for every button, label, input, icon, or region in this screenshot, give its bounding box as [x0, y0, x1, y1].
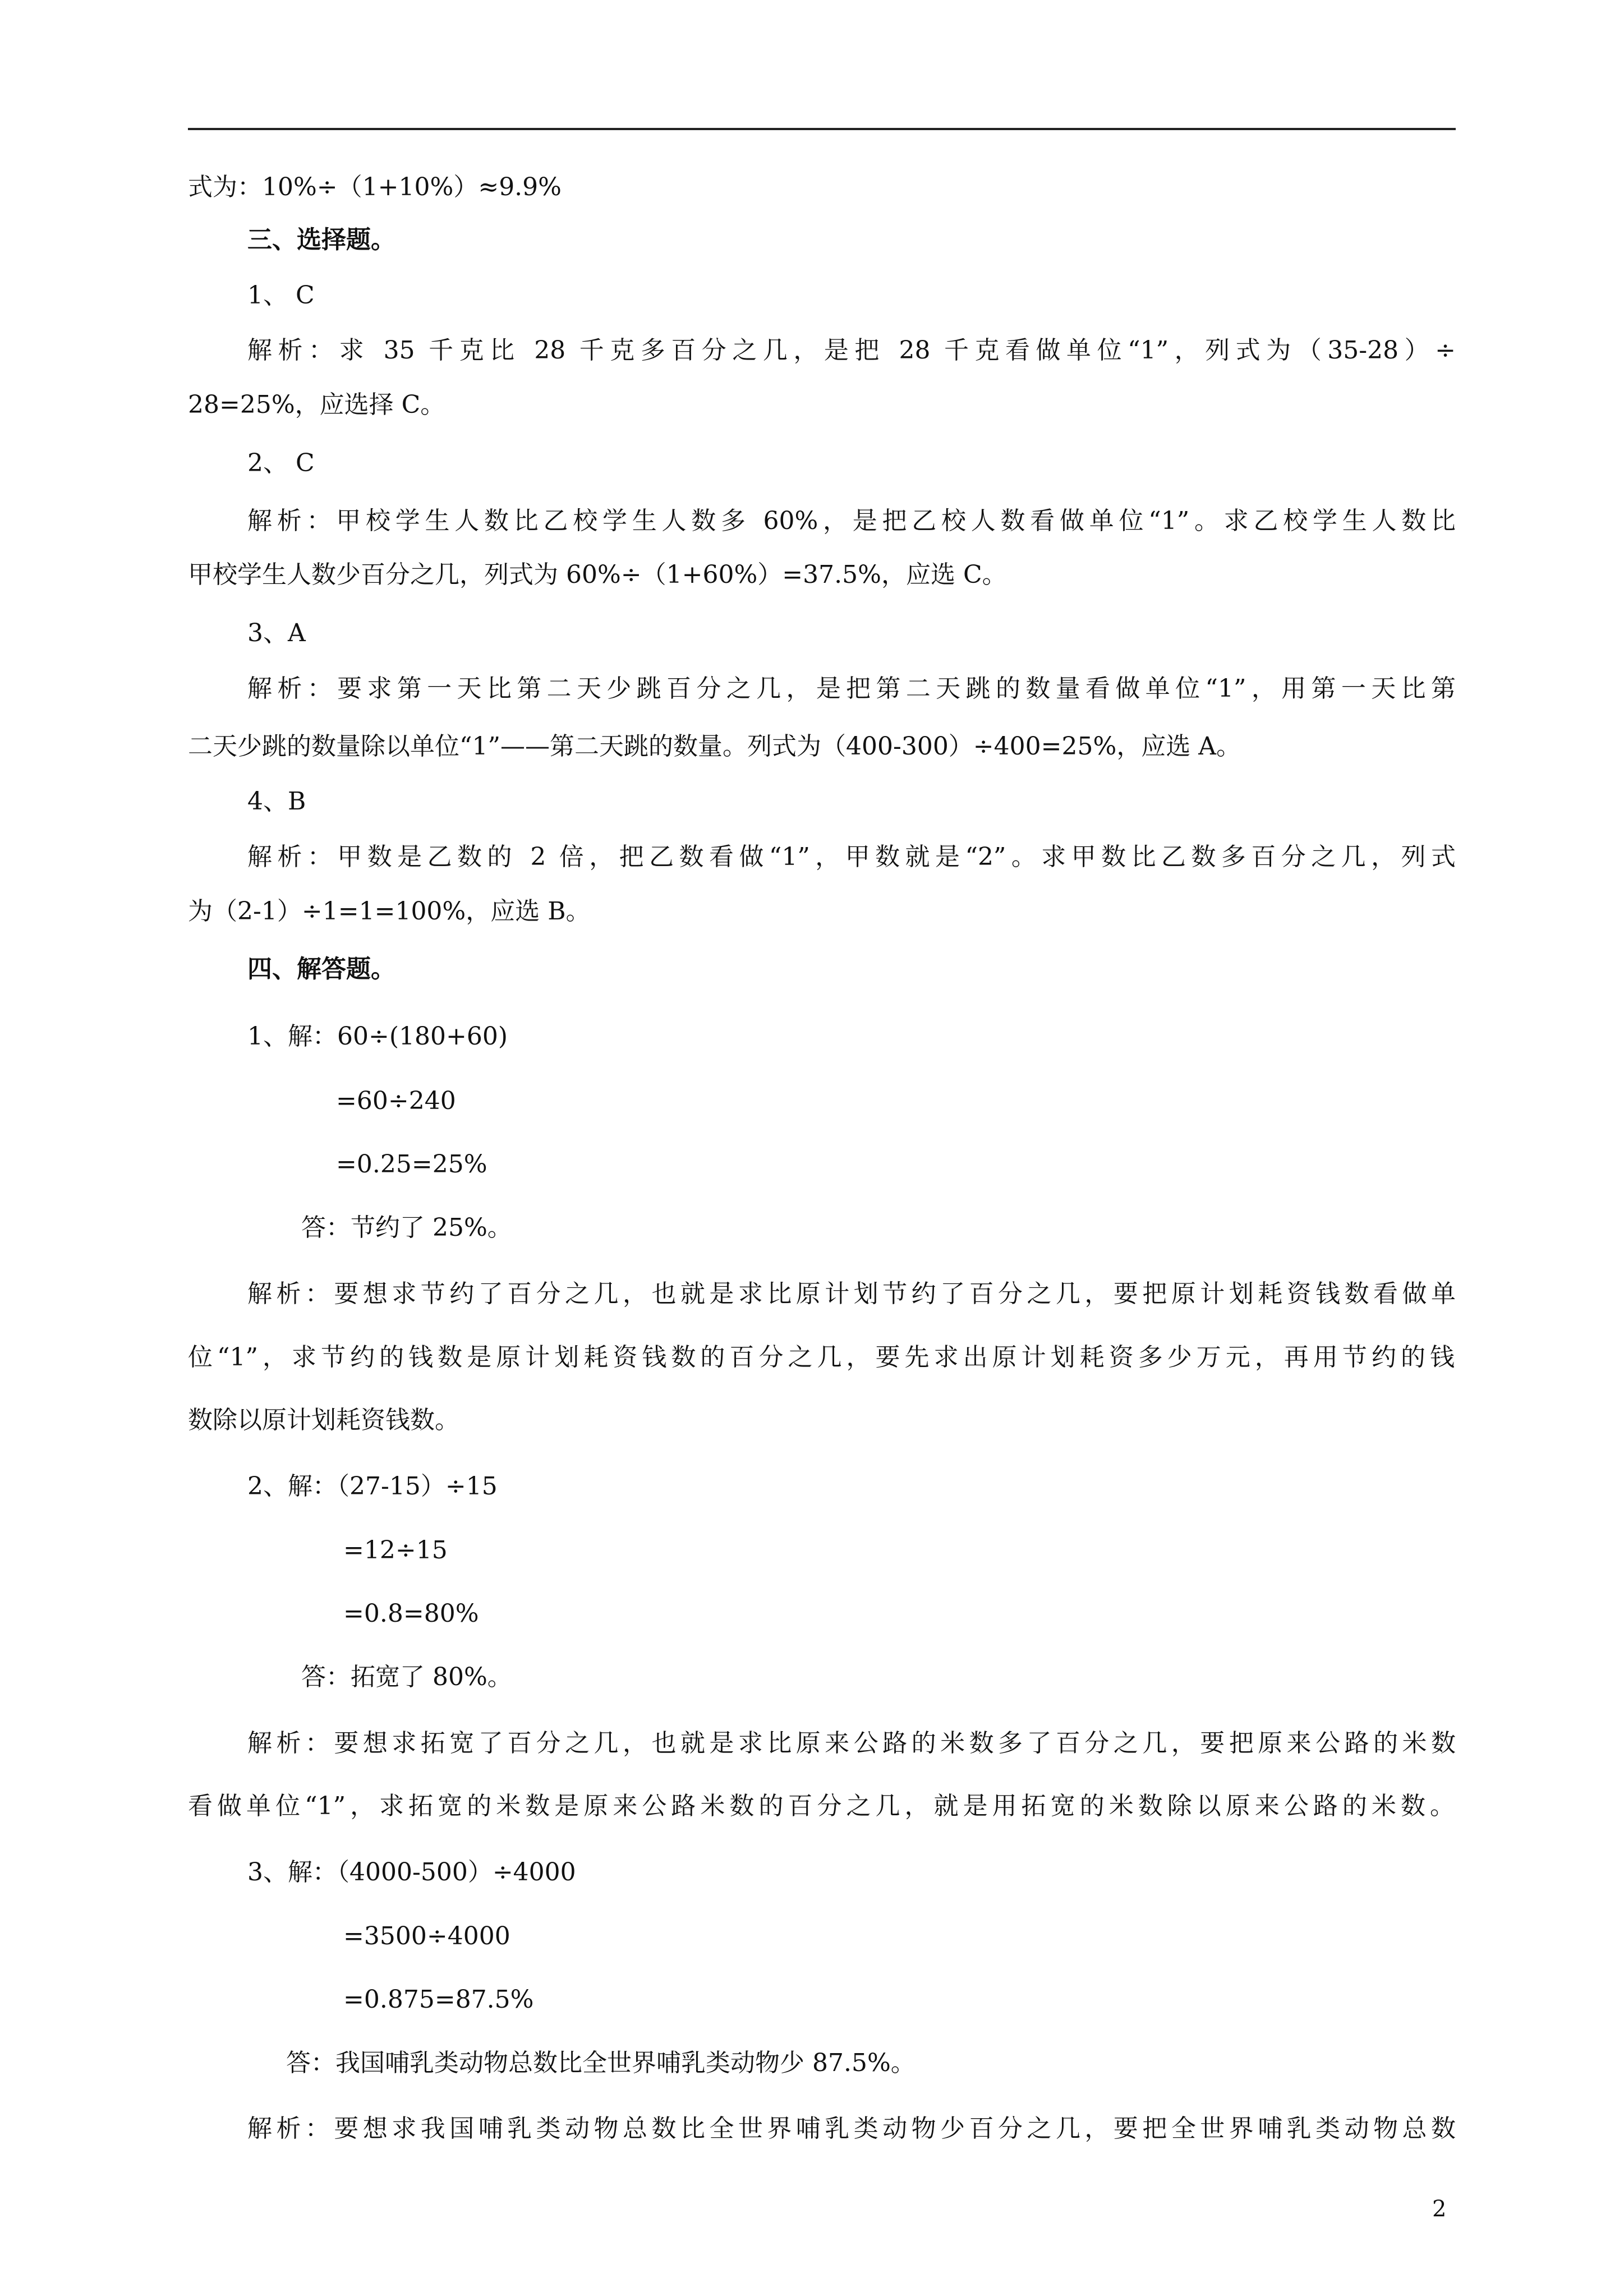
- choice-answer-3: 3、A: [247, 619, 306, 647]
- solution-3-step: 3、解：（4000-500）÷4000: [247, 1858, 576, 1887]
- section-heading-choice: 三、选择题。: [247, 226, 395, 254]
- analysis-line: 甲校学生人数少百分之几，列式为 60%÷（1+60%）=37.5%，应选 C。: [188, 560, 1007, 589]
- header-rule: [188, 128, 1456, 130]
- section-heading-solve: 四、解答题。: [247, 955, 395, 983]
- solution-1-step: 1、解：60÷(180+60): [247, 1022, 508, 1051]
- analysis-line: 解析：要想求我国哺乳类动物总数比全世界哺乳类动物少百分之几，要把全世界哺乳类动物总数: [247, 2114, 1456, 2143]
- analysis-line: 解析：要想求节约了百分之几，也就是求比原计划节约了百分之几，要把原计划耗资钱数看做单: [247, 1280, 1456, 1308]
- page-number: 2: [1432, 2196, 1447, 2222]
- solution-2-step: 2、解：（27-15）÷15: [247, 1472, 498, 1501]
- solution-3-step: =0.875=87.5%: [343, 1985, 534, 2014]
- analysis-line: 28=25%，应选择 C。: [188, 390, 445, 419]
- choice-answer-2: 2、 C: [247, 449, 315, 477]
- analysis-line: 位“1”，求节约的钱数是原计划耗资钱数的百分之几，要先求出原计划耗资多少万元，再用节约的钱: [188, 1343, 1455, 1372]
- analysis-line: 解析：要想求拓宽了百分之几，也就是求比原来公路的米数多了百分之几，要把原来公路的米数: [247, 1729, 1456, 1757]
- analysis-line: 看做单位“1”，求拓宽的米数是原来公路米数的百分之几，就是用拓宽的米数除以原来公路的米数。: [188, 1792, 1455, 1820]
- solution-2-answer: 答：拓宽了 80%。: [301, 1663, 512, 1691]
- solution-2-step: =0.8=80%: [343, 1599, 479, 1628]
- analysis-line: 解析：求 35 千克比 28 千克多百分之几，是把 28 千克看做单位“1”，列式为（35-28）÷: [247, 336, 1456, 365]
- analysis-line: 数除以原计划耗资钱数。: [188, 1406, 459, 1434]
- analysis-line: 解析：要求第一天比第二天少跳百分之几，是把第二天跳的数量看做单位“1”，用第一天比第: [247, 674, 1456, 703]
- analysis-line: 解析：甲数是乙数的 2 倍，把乙数看做“1”，甲数就是“2”。求甲数比乙数多百分之几，列式: [247, 843, 1456, 871]
- analysis-line: 为（2-1）÷1=1=100%，应选 B。: [188, 897, 591, 926]
- analysis-line: 二天少跳的数量除以单位“1”——第二天跳的数量。列式为（400-300）÷400=25%，应选 A。: [188, 732, 1241, 761]
- solution-1-answer: 答：节约了 25%。: [301, 1213, 512, 1242]
- solution-1-step: =0.25=25%: [336, 1150, 487, 1179]
- answer-line-formula: 式为：10%÷（1+10%）≈9.9%: [188, 173, 562, 201]
- analysis-line: 解析：甲校学生人数比乙校学生人数多 60%，是把乙校人数看做单位“1”。求乙校学生人数比: [247, 507, 1456, 535]
- solution-1-step: =60÷240: [336, 1087, 456, 1115]
- solution-3-answer: 答：我国哺乳类动物总数比全世界哺乳类动物少 87.5%。: [286, 2049, 915, 2077]
- solution-3-step: =3500÷4000: [343, 1922, 510, 1950]
- choice-answer-1: 1、 C: [247, 281, 315, 310]
- solution-2-step: =12÷15: [343, 1536, 448, 1565]
- choice-answer-4: 4、B: [247, 787, 306, 816]
